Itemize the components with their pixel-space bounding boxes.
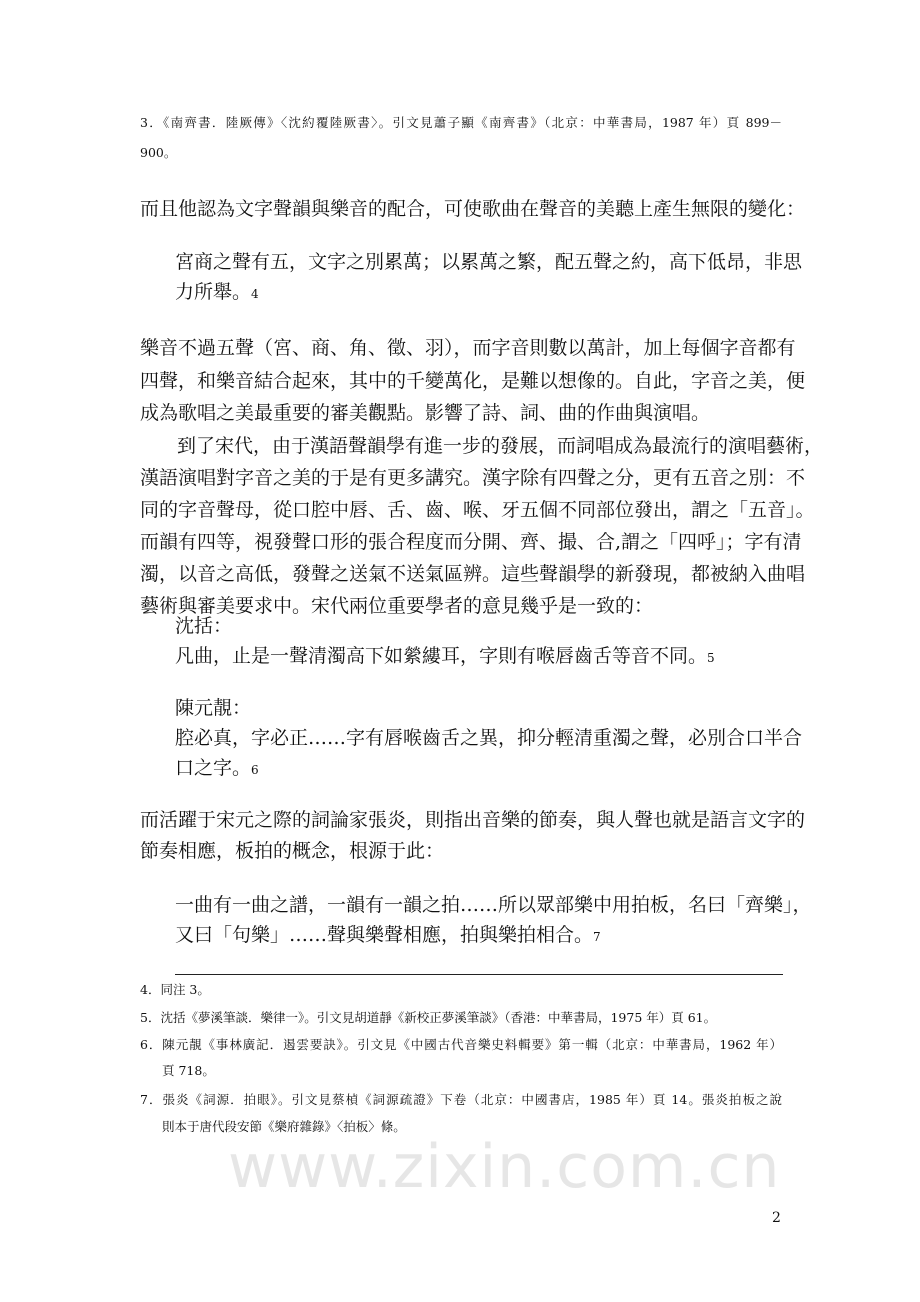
footnote-separator [175,974,783,975]
quote4-text: 又曰「句樂」……聲與樂聲相應，拍與樂拍相合。 [175,924,594,946]
para3-line2: 漢語演唱對字音之美的于是有更多講究。漢字除有四聲之分，更有五音之別：不 [140,467,806,489]
quote3-line1: 腔必真，字必正……字有唇喉齒舌之異，抑分輕清重濁之聲，必別合口半合 [175,727,803,749]
quote1-line2 [175,277,259,307]
footnote-7-line1: 7．張炎《詞源．拍眼》。引文見蔡楨《詞源疏證》下卷（北京：中國書店，1985 年）頁 14。張炎拍板之說 [140,1092,782,1107]
footnote-7-line2: 則本于唐代段安節《樂府雜錄》〈拍板〉條。 [162,1119,406,1134]
para4-line2: 節奏相應，板拍的概念，根源于此： [140,840,445,862]
quote2-line [175,641,715,671]
para2-line2: 四聲，和樂音結合起來，其中的千變萬化，是難以想像的。自此，字音之美，便 [140,370,806,392]
footnote-ref-4: 4 [251,287,259,301]
para3-line1: 到了宋代，由于漢語聲韻學有進一步的發展，而詞唱成為最流行的演唱藝術， [177,435,824,457]
para2-line1: 樂音不過五聲（宮、商、角、徵、羽），而字音則數以萬計，加上每個字音都有 [140,337,796,359]
quote3-line2 [175,753,259,783]
quote4-line1: 一曲有一曲之譜，一韻有一韻之拍……所以眾部樂中用拍板，名曰「齊樂」， [175,894,812,916]
quote3-text: 口之字。 [175,757,252,779]
footnote-6-line1: 6．陳元靚《事林廣記．遏雲要訣》。引文見《中國古代音樂史料輯要》第一輯（北京：中華書局，1962 年） [140,1037,782,1052]
quote3-speaker: 陳元靚： [175,697,252,719]
footnote-ref-6: 6 [251,763,259,777]
footnote-4: 4．同注 3。 [140,982,210,997]
para4-line1: 而活躍于宋元之際的詞論家張炎，則指出音樂的節奏，與人聲也就是語言文字的 [140,809,806,831]
para3-line4: 而韻有四等，視發聲口形的張合程度而分開、齊、撮、合,謂之「四呼」；字有清 [140,531,802,553]
footnote-3-line2: 900。 [140,145,177,160]
footnote-3-line1: 3．《南齊書．陸厥傳》〈沈約覆陸厥書〉。引文見蕭子顯《南齊書》（北京：中華書局，1987 年）頁 899－ [140,115,782,130]
quote4-line2 [175,920,601,950]
para2-line3: 成為歌唱之美最重要的審美觀點。影響了詩、詞、曲的作曲與演唱。 [140,402,711,424]
quote1-line1: 宮商之聲有五，文字之別累萬；以累萬之繁，配五聲之約，高下低昂，非思 [175,251,803,273]
quote1-text: 力所舉。 [175,281,252,303]
quote2-speaker: 沈括： [175,615,233,637]
page-number: 2 [772,1210,781,1226]
footnote-5: 5．沈括《夢溪筆談．樂律一》。引文見胡道靜《新校正夢溪筆談》（香港：中華書局，1975 年）頁 61。 [140,1010,717,1025]
quote2-text: 凡曲，止是一聲清濁高下如縈縷耳，字則有喉唇齒舌等音不同。 [175,645,708,667]
para3-line5: 濁，以音之高低，發聲之送氣不送氣區辨。這些聲韻學的新發現，都被納入曲唱 [140,563,806,585]
watermark: www.zixin.com.cn [228,1132,781,1202]
footnote-ref-5: 5 [707,651,715,665]
paragraph-intro: 而且他認為文字聲韻與樂音的配合，可使歌曲在聲音的美聽上產生無限的變化： [140,198,806,220]
footnote-6-line2: 頁 718。 [162,1063,215,1078]
para3-line6: 藝術與審美要求中。宋代兩位重要學者的意見幾乎是一致的： [140,595,654,617]
footnote-ref-7: 7 [593,930,601,944]
para3-line3: 同的字音聲母，從口腔中唇、舌、齒、喉、牙五個不同部位發出，謂之「五音」。 [140,499,815,521]
